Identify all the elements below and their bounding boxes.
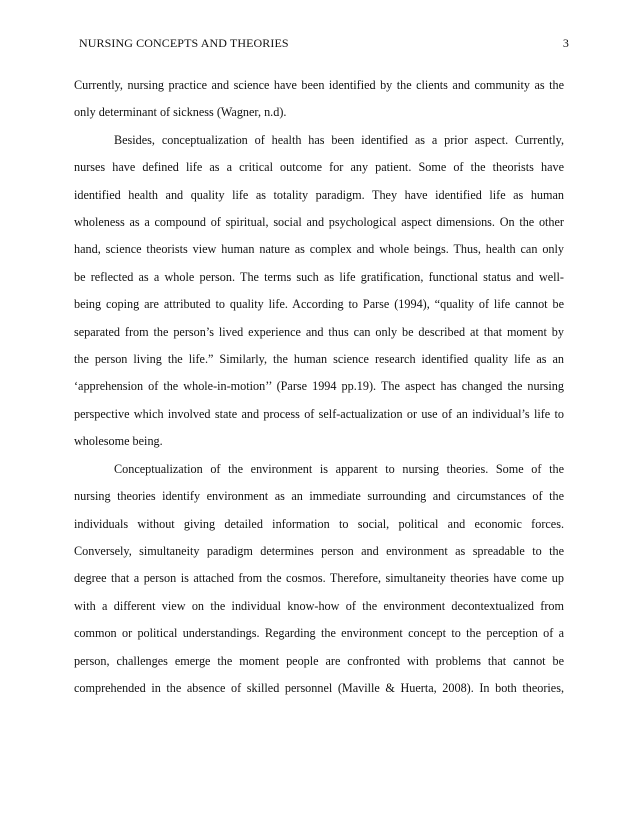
text-line: nurses have defined life as a critical outcome for any patient. Some of the theorists have (74, 160, 564, 175)
text-line: hand, science theorists view human nature as complex and whole beings. Thus, health can only (74, 242, 564, 257)
paragraph-2 (74, 127, 564, 456)
text-line: person, challenges emerge the moment people are confronted with problems that cannot be (74, 653, 564, 668)
text-line: Conceptualization of the environment is apparent to nursing theories. Some of the (114, 461, 564, 476)
text-line: perspective which involved state and process of self-actualization or use of an individual’s life to (74, 406, 564, 421)
body-text (74, 72, 564, 702)
text-line: ‘apprehension of the whole-in-motion’’ (Parse 1994 pp.19). The aspect has changed the nursing (74, 379, 564, 394)
text-line: nursing theories identify environment as an immediate surrounding and circumstances of the (74, 489, 564, 504)
paragraph-3 (74, 456, 564, 703)
text-line: with a different view on the individual know-how of the environment decontextualized from (74, 598, 564, 613)
text-line: be reflected as a whole person. The terms such as life gratification, functional status and well- (74, 269, 564, 284)
page-number: 3 (562, 36, 569, 50)
text-line: comprehended in the absence of skilled personnel (Maville & Huerta, 2008). In both theories, (74, 680, 564, 695)
text-line: individuals without giving detailed information to social, political and economic forces. (74, 516, 564, 531)
running-head (79, 36, 569, 54)
text-line: Besides, conceptualization of health has been identified as a prior aspect. Currently, (114, 132, 564, 147)
text-line: wholesome being. (74, 434, 163, 449)
running-head-title: NURSING CONCEPTS AND THEORIES (79, 36, 289, 50)
text-line: separated from the person’s lived experience and thus can only be described at that moment by (74, 324, 564, 339)
text-line: only determinant of sickness (Wagner, n.d). (74, 105, 287, 120)
text-line: identified health and quality life as totality paradigm. They have identified life as human (74, 187, 564, 202)
text-line: degree that a person is attached from the cosmos. Therefore, simultaneity theories have come up (74, 571, 564, 586)
text-line: being coping are attributed to quality life. According to Parse (1994), “quality of life cannot be (74, 297, 564, 312)
text-line: Currently, nursing practice and science have been identified by the clients and community as the (74, 78, 564, 92)
text-line: wholeness as a compound of spiritual, social and psychological aspect dimensions. On the other (74, 215, 564, 230)
text-line: common or political understandings. Regarding the environment concept to the perception of a (74, 626, 564, 641)
text-line: the person living the life.” Similarly, the human science research identified quality life as an (74, 352, 564, 367)
paragraph-1 (74, 72, 564, 127)
text-line: Conversely, simultaneity paradigm determines person and environment as spreadable to the (74, 543, 564, 558)
